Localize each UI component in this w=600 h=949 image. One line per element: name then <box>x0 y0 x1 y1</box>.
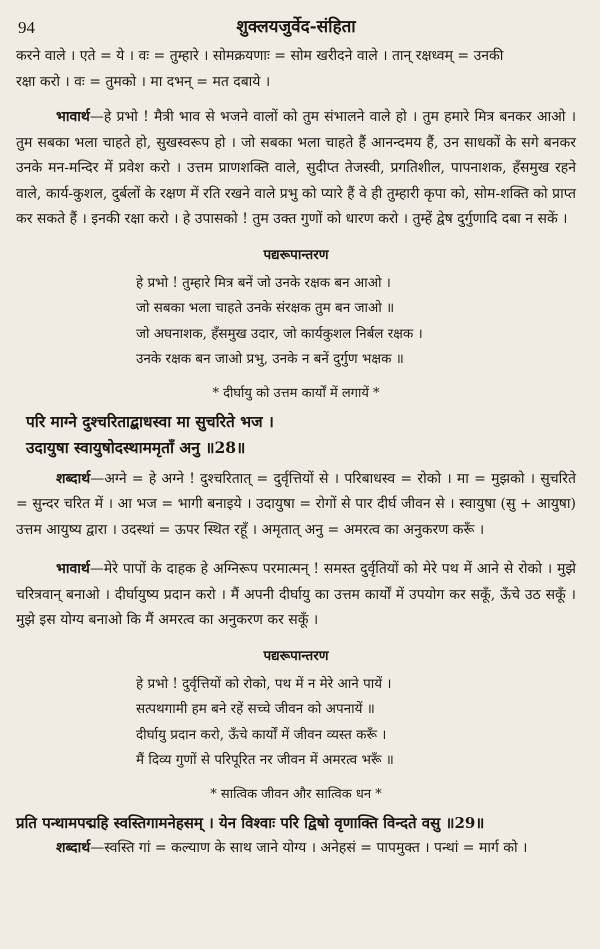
topic-divider: * दीर्घायु को उत्तम कार्यों में लगायें * <box>212 385 380 401</box>
continuation-line: रक्षा करो । वः = तुमको । मा दभन् = मत दबाये । <box>16 73 271 90</box>
bhavarth-paragraph <box>16 557 576 634</box>
mantra-28 <box>16 409 576 461</box>
verse-line: हे प्रभो ! तुम्हारे मित्र बनें जो उनके रक्षक बन आओ । <box>136 274 391 291</box>
continuation-paragraph <box>16 44 576 95</box>
bhavarth-label: भावार्थ <box>56 561 90 577</box>
bhavarth-paragraph <box>16 105 576 233</box>
page-number: 94 <box>18 18 35 37</box>
bhavarth-text: —मेरे पापों के दाहक हे अग्निरूप परमात्मन् ! समस्त दुर्वृतियों को मेरे पथ में आने से रोको । मुझे चरित्रवान् बनाओ । दीर्घायुष्य प्रदान करो । मैं अपनी दीर्घायु का उत्तम कार्यों में उपयोग कर सकूँ, ऊँचे उठ सकूँ । मुझे इस योग्य बनाओ कि मैं अमरत्व का अनुकरण कर सकूँ । <box>16 561 576 628</box>
verse-translation <box>16 672 576 774</box>
bhavarth-text: —हे प्रभो ! मैत्री भाव से भजने वालों को तुम संभालने वाले हो । तुम हमारे मित्र बनकर आओ । तुम सबका भला चाहते हो, सुखस्वरूप हो । जो सबका भला चाहते हैं आनन्दमय हैं, उन साधकों के सगे बनकर उनके मन-मन्दिर में प्रवेश करो । उत्तम प्राणशक्ति वाले, सुदीप्त तेजस्वी, प्रगतिशील, पापनाशक, हँसमुख रहने वाले, कार्य-कुशल, दुर्बलों के रक्षण में रति रखने वाले प्रभु को प्यारे हैं वे ही तुम्हारी कृपा को, सोम-शक्ति को प्राप्त कर सकते हैं । इनकी रक्षा करो । हे उपासको ! तुम उक्त गुणों को धारण करो । तुम्हें द्वेष दुर्गुणादि दबा न सकें । <box>16 109 576 227</box>
page-header <box>16 10 576 44</box>
mantra-line <box>26 435 576 461</box>
shabdarth-paragraph <box>16 467 576 544</box>
verse-line: जो सबका भला चाहते उनके संरक्षक तुम बन जाओ ॥ <box>136 300 395 316</box>
mantra-line: परि माग्ने दुश्चरिताद्बाधस्वा मा सुचरिते भज । <box>26 411 274 431</box>
mantra-line <box>16 810 576 836</box>
continuation-line: करने वाले । एते = ये । वः = तुम्हारे । सोमक्रयणाः = सोम खरीदने वाले । तान् रक्षध्वम् = उनकी <box>16 48 504 64</box>
verse-line: दीर्घायु प्रदान करो, ऊँचे कार्यों में जीवन व्यस्त करूँ । <box>136 726 387 743</box>
shabdarth-text: —अग्ने = हे अग्ने ! दुश्चरितात् = दुर्वृत्तियों से । परिबाधस्व = रोको । मा = मुझको । सुचरिते = सुन्दर चरित में । आ भज = भागी बनाइये । उदायुषा = रोगों से पार दीर्घ जीवन से । स्वायुषा (सु + आयुषा) उत्तम आयुष्य द्वारा । उदस्थां = ऊपर स्थित रहूँ । अमृतात् अनु = अमरत्व का अनुकरण करूँ । <box>16 470 576 538</box>
verse-line: जो अघनाशक, हँसमुख उदार, जो कार्यकुशल निर्बल रक्षक । <box>136 325 423 342</box>
verse-line: मैं दिव्य गुणों से परिपूरित नर जीवन में अमरत्व भरूँ ॥ <box>136 752 394 768</box>
shabdarth-label: शब्दार्थ <box>56 470 91 487</box>
verse-translation <box>16 271 576 373</box>
verse-line: सत्पथगामी हम बने रहें सच्चे जीवन को अपनायें ॥ <box>136 701 375 717</box>
mantra-29 <box>16 810 576 836</box>
mantra-number: ॥28॥ <box>205 437 246 457</box>
section-heading-padyarupantaran: पद्यरूपान्तरण <box>263 647 329 664</box>
running-head: शुक्लयजुर्वेद-संहिता <box>236 17 356 37</box>
bhavarth-label: भावार्थ <box>56 109 90 125</box>
section-heading-padyarupantaran: पद्यरूपान्तरण <box>263 246 329 263</box>
verse-line: हे प्रभो ! दुर्वृत्तियों को रोको, पथ में न मेरे आने पायें । <box>136 675 392 692</box>
shabdarth-paragraph <box>16 836 576 862</box>
mantra-line-text: प्रति पन्थामपद्महि स्वस्तिगामनेहसम् । येन विश्वाः परि द्विषो वृणाक्ति विन्दते वसु <box>16 813 441 832</box>
mantra-line-text: उदायुषा स्वायुषोदस्थाममृताँ अनु <box>26 437 200 457</box>
topic-divider: * सात्विक जीवन और सात्विक धन * <box>210 786 382 802</box>
shabdarth-text: —स्वस्ति गां = कल्याण के साथ जाने योग्य । अनेहसं = पापमुक्त । पन्थां = मार्ग को । <box>90 839 528 856</box>
verse-line: उनके रक्षक बन जाओ प्रभु, उनके न बनें दुर्गुण भक्षक ॥ <box>136 351 404 367</box>
mantra-number: ॥29॥ <box>445 813 485 832</box>
shabdarth-label: शब्दार्थ <box>56 839 91 856</box>
